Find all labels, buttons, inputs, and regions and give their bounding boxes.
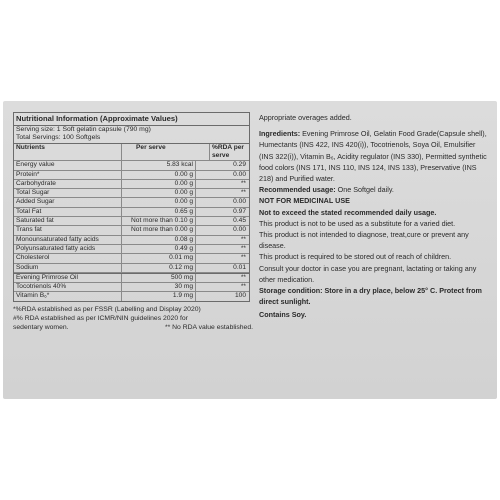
active-name: Evening Primrose Oil xyxy=(14,274,122,282)
nutrient-value: 0.00 g xyxy=(122,198,196,206)
footnote-sedentary: sedentary women. xyxy=(13,323,69,331)
nutrient-name: Added Sugar xyxy=(14,198,122,206)
nutrient-value: 0.00 g xyxy=(122,171,196,179)
nutrient-rda: 0.00 xyxy=(233,198,246,206)
nutrient-name: Polyunsaturated fatty acids xyxy=(14,245,122,253)
table-row xyxy=(14,264,249,273)
nutrient-rda: 0.00 xyxy=(233,226,246,234)
serving-size: Serving size: 1 Soft gelatin capsule (790 mg) xyxy=(16,125,151,133)
nutrient-value: 0.49 g xyxy=(122,245,196,253)
store-out-of-reach: This product is required to be stored out of reach of children. xyxy=(259,252,452,262)
active-rda: ** xyxy=(240,283,246,291)
nutrient-value: 0.12 mg xyxy=(122,264,196,272)
footnote-icmr: #% RDA established as per ICMR/NIN guidelines 2020 for xyxy=(13,314,188,322)
table-row xyxy=(14,217,249,226)
table-row xyxy=(14,245,249,254)
nutrient-rda: 0.29 xyxy=(233,161,246,169)
label-panel xyxy=(3,101,497,399)
table-row xyxy=(14,171,249,180)
header-per-serve: Per serve xyxy=(122,144,210,161)
active-value: 30 mg xyxy=(122,283,196,291)
nutrient-value: Not more than 0.00 g xyxy=(122,226,196,234)
nutrient-value: 0.00 g xyxy=(122,180,196,188)
footnote-last-line xyxy=(13,323,253,332)
table-row xyxy=(14,189,249,198)
nutrient-name: Monounsaturated fatty acids xyxy=(14,236,122,244)
table-row xyxy=(14,226,249,235)
nutrient-rda: 0.45 xyxy=(233,217,246,225)
consult-doctor: Consult your doctor in case you are pregnant, lactating or taking any other medication. xyxy=(259,263,477,284)
nutrient-rda: ** xyxy=(240,244,246,252)
table-row xyxy=(14,161,249,170)
contains-soy: Contains Soy. xyxy=(259,310,307,320)
nutrient-name: Protein* xyxy=(14,171,122,179)
nutrient-value: 0.01 mg xyxy=(122,254,196,262)
table-row xyxy=(14,208,249,217)
table-row xyxy=(14,180,249,189)
nutrient-rda: ** xyxy=(240,254,246,262)
nutrient-rda: ** xyxy=(240,235,246,243)
nutrient-rda: ** xyxy=(240,179,246,187)
nutrient-name: Saturated fat xyxy=(14,217,122,225)
table-header-row xyxy=(14,144,249,162)
nutrient-rda: 0.01 xyxy=(233,263,246,271)
table-row xyxy=(14,254,249,263)
ingredients-text: Evening Primrose Oil, Gelatin Food Grade(Capsule shell), Humectants (INS 422, INS 420(i)), Tocotrienols, Soya Oil, Emulsifier (INS 322(i)), Vitamin B₆, Acidity regulator (INS 330), Permitted synthetic food colors (INS 171, INS 110, INS 124, INS 133), Preservative (INS 218) and Purified water. xyxy=(259,129,487,184)
not-exceed: Not to exceed the stated recommended daily usage. xyxy=(259,207,437,217)
storage-condition: Storage condition: Store in a dry place, below 25° C. Protect from direct sunlight. xyxy=(259,286,482,307)
footnote-no-rda: ** No RDA value established. xyxy=(164,323,253,331)
nutrition-table xyxy=(13,112,250,302)
nutrient-name: Carbohydrate xyxy=(14,180,122,188)
nutrient-value: Not more than 0.10 g xyxy=(122,217,196,225)
active-rda: 100 xyxy=(234,292,246,300)
footnote-fssr: *%RDA established as per FSSR (Labelling and Display 2020) xyxy=(13,305,201,313)
active-name: Tocotrienols 40% xyxy=(14,283,122,291)
nutrient-value: 5.83 kcal xyxy=(122,161,196,169)
recommended-text: One Softgel daily. xyxy=(335,185,394,195)
nutrient-value: 0.65 g xyxy=(122,208,196,216)
nutrient-rda: ** xyxy=(240,189,246,197)
table-row xyxy=(14,198,249,207)
active-rda: ** xyxy=(240,273,246,281)
nutrient-name: Cholesterol xyxy=(14,254,122,262)
total-servings: Total Servings: 100 Softgels xyxy=(14,134,249,144)
ingredients xyxy=(259,128,491,184)
nutrient-name: Total Sugar xyxy=(14,189,122,197)
overages-text: Appropriate overages added. xyxy=(259,113,352,122)
nutrient-name: Energy value xyxy=(14,161,122,169)
active-value: 500 mg xyxy=(122,274,196,282)
active-value: 1.9 mg xyxy=(122,292,196,300)
not-diagnose: This product is not intended to diagnose, treat,cure or prevent any disease. xyxy=(259,230,469,251)
not-medicinal: NOT FOR MEDICINAL USE xyxy=(259,196,350,206)
nutrition-title: Nutritional Information (Approximate Values) xyxy=(14,113,249,126)
footnotes xyxy=(13,305,253,332)
nutrient-rda: 0.97 xyxy=(233,207,246,215)
header-nutrients: Nutrients xyxy=(14,144,122,161)
not-substitute: This product is not to be used as a substitute for a varied diet. xyxy=(259,218,456,228)
nutrient-name: Total Fat xyxy=(14,208,122,216)
nutrient-value: 0.00 g xyxy=(122,189,196,197)
header-rda: %RDA per serve xyxy=(212,143,244,159)
nutrient-value: 0.08 g xyxy=(122,236,196,244)
table-row xyxy=(14,236,249,245)
nutrient-name: Sodium xyxy=(14,264,122,272)
table-row xyxy=(14,292,249,300)
nutrient-name: Trans fat xyxy=(14,226,122,234)
ingredients-label: Ingredients: xyxy=(259,129,301,139)
nutrition-section xyxy=(13,112,253,332)
product-info xyxy=(259,112,491,321)
recommended-usage xyxy=(259,184,491,195)
recommended-label: Recommended usage: xyxy=(259,185,336,195)
table-row xyxy=(14,273,249,283)
table-row xyxy=(14,283,249,292)
active-name: Vitamin B₆* xyxy=(14,292,122,300)
nutrient-rda: 0.00 xyxy=(233,170,246,178)
